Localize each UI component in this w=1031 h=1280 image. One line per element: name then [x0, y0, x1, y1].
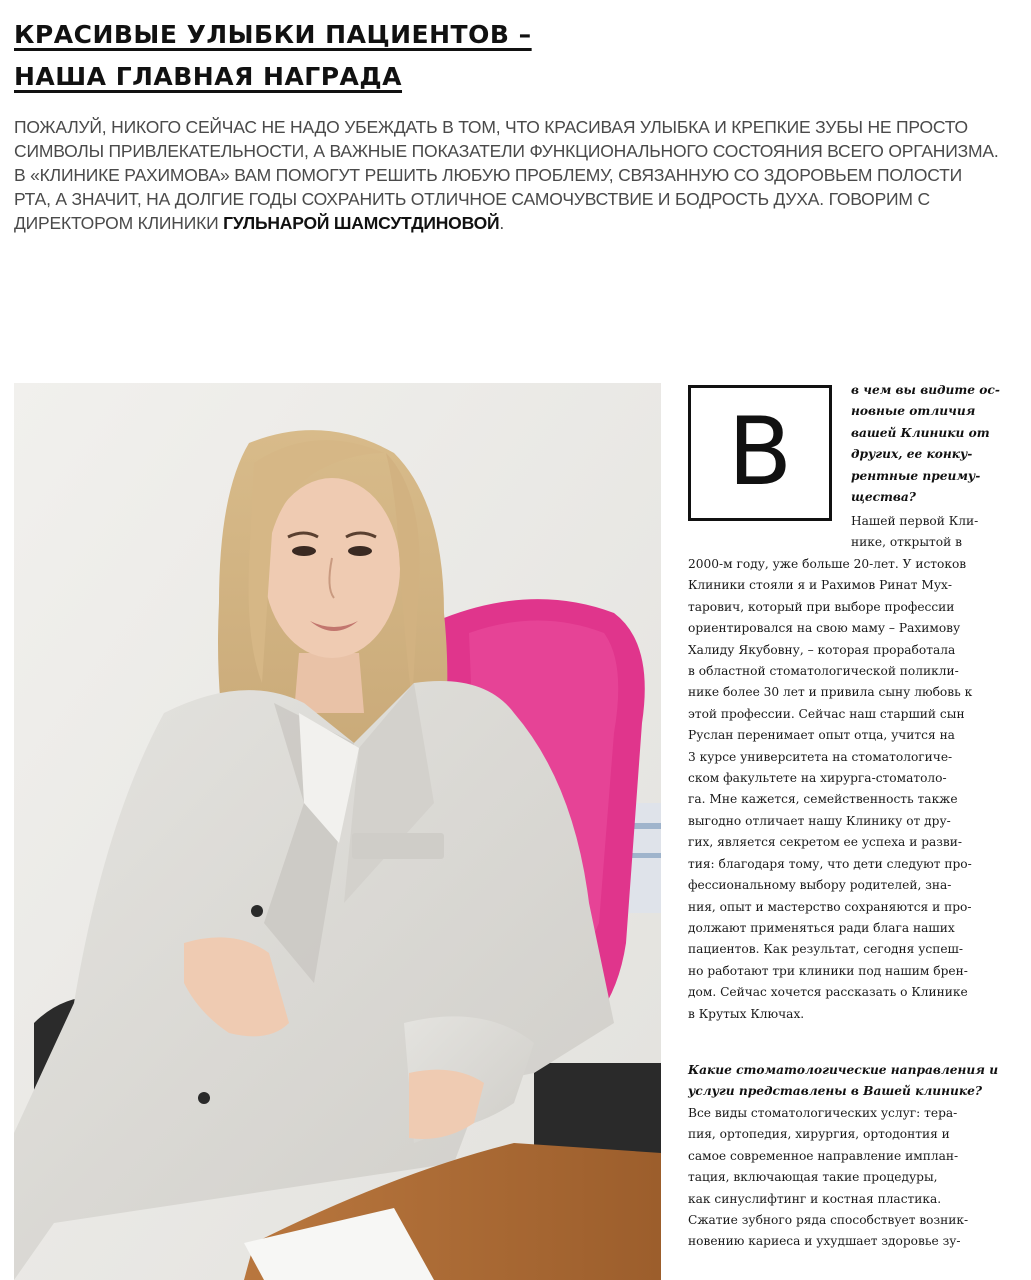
headline-line-1: КРАСИВЫЕ УЛЫБКИ ПАЦИЕНТОВ –: [14, 20, 532, 49]
answer-2-line: пия, ортопедия, хирургия, ортодонтия и: [688, 1127, 950, 1142]
question-1-line: новные отличия: [851, 404, 976, 419]
question-1-line: в чем вы видите ос-: [851, 383, 1000, 397]
answer-1-line: в Крутых Ключах.: [688, 1006, 805, 1021]
portrait-photo: [14, 383, 661, 1280]
answer-2-line: самое современное направление имплан-: [688, 1148, 959, 1163]
question-2: [688, 1060, 1001, 1103]
lead-paragraph: [14, 115, 999, 235]
answer-1-line: тия: благодаря тому, что дети следуют про-: [688, 856, 972, 871]
answer-1-line: пациентов. Как результат, сегодня успеш-: [688, 942, 964, 957]
answer-1-line: Клиники стояли я и Рахимов Ринат Мух-: [688, 578, 953, 593]
question-2-line: Какие стоматологические направления и: [688, 1063, 999, 1077]
question-1-line: вашей Клиники от: [851, 425, 990, 440]
answer-2-line: как синуслифтинг и костная пластика.: [688, 1191, 942, 1206]
answer-1-line: ния, опыт и мастерство сохраняются и про-: [688, 899, 972, 914]
answer-1-line: дом. Сейчас хочется рассказать о Клинике: [688, 985, 968, 1000]
answer-1-line: выгодно отличает нашу Клинику от дру-: [688, 813, 951, 828]
answer-2-line: тация, включающая такие процедуры,: [688, 1170, 938, 1185]
answer-2-line: новению кариеса и ухудшает здоровье зу-: [688, 1234, 961, 1249]
portrait-illustration: [14, 383, 661, 1280]
answer-1-line: но работают три клиники под нашим брен-: [688, 963, 968, 978]
lead-name: ГУЛЬНАРОЙ ШАМСУТДИНОВОЙ: [223, 213, 500, 233]
answer-1-line: нике более 30 лет и привила сыну любовь к: [688, 685, 973, 700]
answer-1-line: ском факультете на хирурга-стоматоло-: [688, 771, 947, 786]
question-1-line: других, ее конку-: [851, 447, 973, 462]
answer-1-line: нике, открытой в: [851, 535, 962, 550]
lead-text: ПОЖАЛУЙ, НИКОГО СЕЙЧАС НЕ НАДО УБЕЖДАТЬ В ТОМ, ЧТО КРАСИВАЯ УЛЫБКА И КРЕПКИЕ ЗУБЫ НЕ ПРОСТО СИМВОЛЫ ПРИВЛЕКАТЕЛЬНОСТИ, А ВАЖНЫЕ ПОКАЗАТЕЛИ ФУНКЦИОНАЛЬНОГО СОСТОЯНИЯ ВСЕГО ОРГАНИЗМА. В «КЛИНИКЕ РАХИМОВА» ВАМ ПОМОГУТ РЕШИТЬ ЛЮБУЮ ПРОБЛЕМУ, СВЯЗАННУЮ СО ЗДОРОВЬЕМ ПОЛОСТИ РТА, А ЗНАЧИТ, НА ДОЛГИЕ ГОДЫ СОХРАНИТЬ ОТЛИЧНОЕ САМОЧУВСТВИЕ И БОДРОСТЬ ДУХА. ГОВОРИМ С ДИРЕКТОРОМ КЛИНИКИ: [14, 117, 999, 233]
drop-cap: В: [688, 385, 832, 521]
answer-1-line: должают применяться ради блага наших: [688, 920, 955, 935]
answer-1-line: 2000-м году, уже больше 20-лет. У истоков: [688, 557, 967, 571]
answer-1-line: 3 курсе университета на стоматологиче-: [688, 749, 953, 764]
question-1-line: рентные преиму-: [851, 468, 981, 483]
answer-1-body: [688, 554, 1001, 1025]
answer-2-line: Все виды стоматологических услуг: тера-: [688, 1106, 958, 1120]
answer-1-line: в областной стоматологической поликли-: [688, 664, 959, 679]
answer-1-line: Халиду Якубовну, – которая проработала: [688, 642, 956, 657]
question-1: [851, 380, 1001, 508]
lead-end: .: [499, 213, 505, 233]
answer-1-line: тарович, который при выборе профессии: [688, 599, 955, 614]
answer-1-line: гих, является секретом ее успеха и разви-: [688, 835, 963, 850]
question-1-line: щества?: [851, 490, 916, 505]
answer-1-line: га. Мне кажется, семейственность также: [688, 792, 958, 807]
answer-2-body: [688, 1103, 1001, 1253]
answer-1-line: Руслан перенимает опыт отца, учится на: [688, 728, 955, 743]
answer-1-line: фессиональному выбору родителей, зна-: [688, 878, 952, 893]
answer-1-start: [851, 511, 1001, 554]
answer-2-line: Сжатие зубного ряда способствует возник-: [688, 1213, 969, 1228]
headline: [14, 14, 532, 98]
question-2-line: услуги представлены в Вашей клинике?: [688, 1084, 983, 1099]
answer-1-line: ориентировался на свою маму – Рахимову: [688, 621, 961, 636]
answer-1-line: Нашей первой Кли-: [851, 514, 979, 528]
headline-line-2: НАША ГЛАВНАЯ НАГРАДА: [14, 62, 403, 91]
answer-1-line: этой профессии. Сейчас наш старший сын: [688, 706, 965, 721]
